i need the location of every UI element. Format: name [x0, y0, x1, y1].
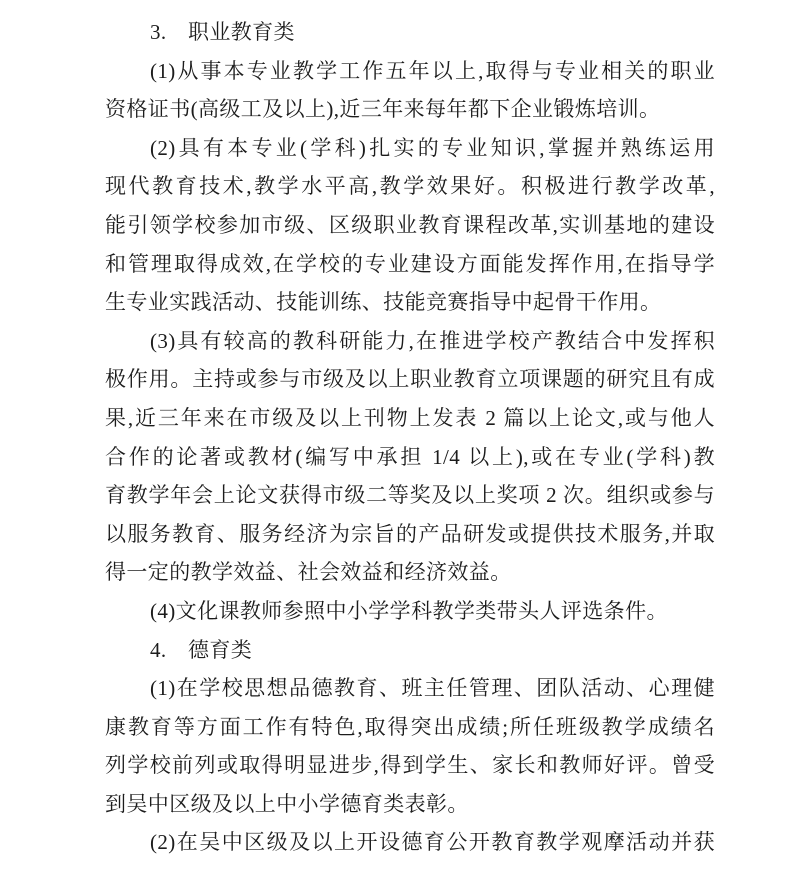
- text-line: (2)在吴中区级及以上开设德育公开教育教学观摩活动并获: [150, 830, 715, 855]
- document-text-block: [105, 13, 715, 862]
- text-line: 果,近三年来在市级及以上刊物上发表 2 篇以上论文,或与他人: [105, 405, 715, 430]
- text-line: 以服务教育、服务经济为宗旨的产品研发或提供技术服务,并取: [105, 521, 715, 546]
- text-line: (2)具有本专业(学科)扎实的专业知识,掌握并熟练运用: [150, 135, 715, 160]
- text-line: 合作的论著或教材(编写中承担 1/4 以上),或在专业(学科)教: [105, 444, 715, 469]
- text-line: 和管理取得成效,在学校的专业建设方面能发挥作用,在指导学: [105, 251, 715, 276]
- text-line: 得一定的教学效益、社会效益和经济效益。: [105, 560, 512, 585]
- text-line: 康教育等方面工作有特色,取得突出成绩;所任班级教学成绩名: [105, 714, 715, 739]
- text-line: 育教学年会上论文获得市级二等奖及以上奖项 2 次。组织或参与: [105, 483, 715, 508]
- text-line: (3)具有较高的教科研能力,在推进学校产教结合中发挥积: [150, 328, 715, 353]
- text-line: (4)文化课教师参照中小学学科教学类带头人评选条件。: [150, 598, 668, 623]
- text-line: 极作用。主持或参与市级及以上职业教育立项课题的研究且有成: [105, 367, 715, 392]
- text-line: 现代教育技术,教学水平高,教学效果好。积极进行教学改革,: [105, 174, 715, 199]
- text-line: 到吴中区级及以上中小学德育类表彰。: [105, 791, 469, 816]
- text-line: 资格证书(高级工及以上),近三年来每年都下企业锻炼培训。: [105, 97, 661, 122]
- text-line: 4. 德育类: [150, 637, 253, 662]
- text-line: 列学校前列或取得明显进步,得到学生、家长和教师好评。曾受: [105, 753, 715, 778]
- text-line: 能引领学校参加市级、区级职业教育课程改革,实训基地的建设: [105, 212, 715, 237]
- text-line: 生专业实践活动、技能训练、技能竞赛指导中起骨干作用。: [105, 290, 662, 315]
- text-line: (1)在学校思想品德教育、班主任管理、团队活动、心理健: [150, 676, 715, 701]
- text-line: 3. 职业教育类: [150, 20, 295, 44]
- text-line: (1)从事本专业教学工作五年以上,取得与专业相关的职业: [150, 58, 715, 83]
